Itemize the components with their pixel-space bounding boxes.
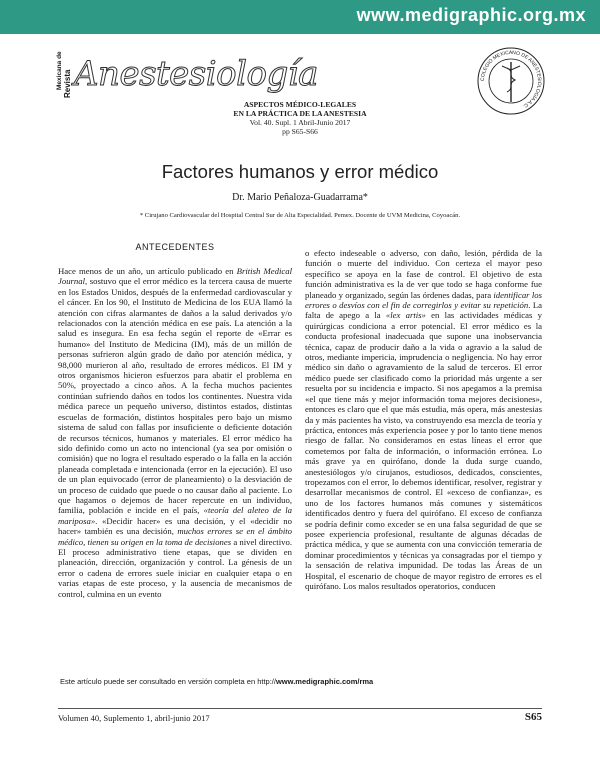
journal-logo-title: Anestesiología	[74, 54, 318, 94]
svg-text:COLEGIO MEXICANO DE ANESTESIOL: COLEGIO MEXICANO DE ANESTESIOLOGÍA A.C.	[479, 49, 543, 110]
site-url-link[interactable]: www.medigraphic.org.mx	[356, 5, 586, 25]
author-affiliation: * Cirujano Cardiovascular del Hospital Central Sur de Alta Especialidad. Pemex. Docente de UVM Medicina, Coyoacán.	[139, 212, 461, 219]
footer-divider	[58, 708, 542, 709]
journal-logo	[56, 50, 318, 100]
footnote-link[interactable]: www.medigraphic.com/rma	[275, 677, 374, 686]
top-banner	[0, 0, 600, 34]
section-heading: ANTECEDENTES	[135, 242, 215, 252]
article-author: Dr. Mario Peñaloza-Guadarrama*	[232, 192, 368, 203]
page-number: S65	[524, 711, 542, 723]
footer-issue: Volumen 40, Suplemento 1, abril-junio 2017	[58, 713, 210, 723]
issue-info: Vol. 40. Supl. 1 Abril-Junio 2017 pp S65-S66	[249, 118, 351, 136]
article-title: Factores humanos y error médico	[161, 161, 439, 182]
journal-logo-small-text: Mexicana de Revista	[56, 51, 72, 98]
left-column-text: Hace menos de un año, un artículo publicado en British Medical Journal, sostuvo que el error médico es la tercera causa de muerte en los Estados Unidos, después de la enfermedad cardiovascular y el cáncer. En los 90, el Instituto de Medicina de los EUA llamó la atención con cifras alarmantes de daños a la salud derivados y/o relacionados con la atención médica en ese país. La atención a la salud es insegura. En esa fecha según el reporte de «Errar es humano» del Instituto de Medicina (IM), más de un millón de personas sufrieron algún grado de daño por atención médica, y 98,000 murieron al año, resultado de errores médicos. El IM y otros organismos hicieron esfuerzos para abatir el problema en 50%, proyectado a cinco años. A la fecha muchos pacientes continúan sufriendo daños en todos los continentes. Nuestra vida médica parece un pequeño universo, distintos estados, distintas escuelas de formación, distintos hospitales pero bajo un mismo sistema de salud con fallas por insuficiente o deficiente dotación de recursos técnicos, humanos y materiales. El error médico ha sido definido como un acto no intencional (ya sea por omisión o comisión) que no logra el resultado esperado o la falla en la acción planeada completada e intencionada (error en la ejecución). El uso de un plan equivocado (error de planeamiento) o la desviación de un proceso de cuidado que puede o no causar daño al paciente. Lo que hagamos o dejemos de hacer repercute en un individuo, familia, población e incide en el país, «teoría del aleteo de la mariposa». «Decidir hacer» es una decisión, y el «decidir no hacer» también es una decisión, muchos errores se en el ámbito médico, tienen su origen en la toma de decisiones a nivel directivo. El proceso administrativo tiene etapas, que se dividen en planeación, dirección, organización y control. La génesis de un error o cadena de errores suele iniciar en cualquier etapa o en varias etapas de este proceso, y la ausencia de mecanismos de control, culmina en un evento	[58, 266, 292, 599]
footnote: Este artículo puede ser consultado en versión completa en http://www.medigraphic.com/rma	[60, 677, 374, 686]
section-header: ASPECTOS MÉDICO-LEGALES EN LA PRÁCTICA DE LA ANESTESIA	[233, 100, 367, 118]
right-column-text: o efecto indeseable o adverso, con daño, lesión, pérdida de la función o muerte del individuo. Con certeza el mayor peso específico se apoya en la fase de control. El objetivo de esta función administrativa es la de ver que todo se haga conforme fue planeado y organizado, según las órdenes dadas, para identificar los errores o desvíos con el fin de corregirlos y evitar su repetición. La falta de apego a la «lex artis» en las actividades médicas y quirúrgicas condiciona a error potencial. El error médico es la conducta profesional inadecuada que supone una inobservancia técnica, capaz de producir daño a la vida o agravio a la salud de otros, mediante impericia, imprudencia o negligencia. No hay error médico sin daño o agravamiento de la salud de terceros. El error médico puede ser clasificado como la prioridad más urgente a ser resuelta por su incidencia e impacto. Si nos apegamos a la premisa «el que tiene más y mejor información toma mejores decisiones», entonces es claro que el que más estudia, más opera, más anestesias da y más pacientes ha visto, va construyendo esa mezcla de teoría y práctica, entonces más experiencia posee y por lo tanto tiene menos riesgo de fallar. No consideramos en estas líneas el error que cometemos por falta de información, o información errónea. Lo más grave ya en quirófano, donde la duda surge cuando, anestesiólogos y/o cirujanos, estudiosos, dedicados, conscientes, tropezamos con el error, lo debemos identificar, resolver, registrar y desarrollar mecanismos de control. El «exceso de confianza», es uno de los factores humanos más comunes y sistemáticos identificados dentro y fuera del quirófano. El exceso de confianza se podría definir como exceder se en una falsa seguridad de que se posee experiencia profesional, resultante de algunas décadas de práctica médica, y que se aumenta con una convicción temeraria de dominar procedimientos y técnicas ya consagradas por el tiempo y la sensación de relativa impunidad. De todas las Áreas de un Hospital, el escenario de choque de mayor registro de errores es el quirófano. Los malos resultados operatorios, conducen	[305, 248, 543, 591]
